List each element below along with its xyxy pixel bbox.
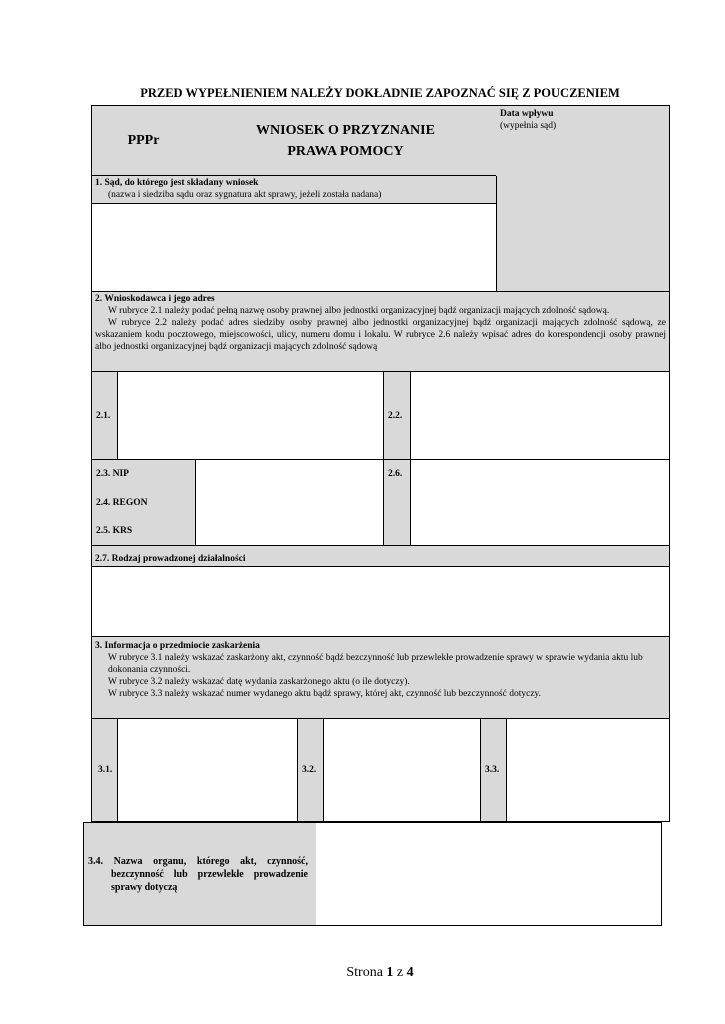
field-3-2-input[interactable] [323, 719, 481, 822]
section-3-header [91, 637, 670, 719]
field-2-1-input[interactable] [117, 372, 384, 460]
field-2-2-label: 2.2. [383, 372, 411, 460]
field-2-2-input[interactable] [410, 372, 670, 460]
krs-input[interactable] [195, 517, 384, 546]
section-2-header [91, 292, 670, 372]
page-footer-of: z [396, 965, 404, 980]
form-title-line2: PRAWA POMOCY [287, 143, 404, 159]
field-3-1-label: 3.1. [91, 719, 118, 822]
date-received-label: Data wpływu [500, 109, 554, 119]
regon-input[interactable] [195, 488, 384, 518]
field-3-3-input[interactable] [506, 719, 670, 822]
section-1-note: (nazwa i siedziba sądu oraz sygnatura akt sprawy, jeżeli została nadana) [108, 190, 382, 200]
page-total: 4 [406, 965, 414, 980]
field-2-6-label-cell [383, 460, 411, 546]
authority-name-input[interactable] [316, 822, 662, 926]
section-2-instr-2: W rubryce 2.2 należy podać adres siedziby osoby prawnej albo jednostki organizacyjnej bądź organizacji mających zdolność sądową, ze wskazaniem kodu pocztowego, miejscowości, ulicy, numeru domu i lokalu. W rubryce 2.6 należy wpisać adres do korespondencji osoby prawnej albo jednostki organizacyjnej bądź organizacji mających zdolność sądową [95, 318, 666, 352]
court-field[interactable] [91, 204, 497, 292]
section-3-instr-2: W rubryce 3.2 należy wskazać datę wydania zaskarżonego aktu (o ile dotyczy). [108, 677, 410, 687]
form-title-line1: WNIOSEK O PRZYZNANIE [256, 122, 435, 138]
field-3-1-input[interactable] [117, 719, 298, 822]
form-title-cell [195, 105, 497, 176]
section-3-instr-1: W rubryce 3.1 należy wskazać zaskarżony akt, czynność bądź bezczynność lub przewlekłe prowadzenie sprawy w sprawie wydania aktu lub dokonania czynności. [108, 653, 643, 675]
field-3-4-label: 3.4. Nazwa organu, którego akt, czynność, bezczynność lub przewlekłe prowadzenie sprawy dotyczą [88, 855, 308, 893]
correspondence-address-input[interactable] [410, 460, 670, 546]
field-2-7-header [91, 546, 670, 567]
section-3-instr-3: W rubryce 3.3 należy wskazać numer wydanego aktu bądź sprawy, której akt, czynność lub bezczynność dotyczy. [108, 689, 542, 699]
field-2-7-label: 2.7. Rodzaj prowadzonej działalności [95, 554, 246, 564]
section-1-header [91, 176, 497, 204]
section-2-instr-1: W rubryce 2.1 należy podać pełną nazwę osoby prawnej albo jednostki organizacyjnej bądź organizacji mających zdolność sądową. [108, 306, 610, 316]
field-2-3-label: 2.3. NIP [91, 460, 196, 489]
section-1-label: 1. Sąd, do którego jest składany wniosek [95, 178, 259, 188]
field-2-5-label: 2.5. KRS [91, 517, 196, 546]
field-2-1-label: 2.1. [91, 372, 118, 460]
field-3-3-label: 3.3. [480, 719, 507, 822]
date-received-cell [496, 105, 670, 292]
page-footer-prefix: Strona [346, 965, 383, 980]
date-received-note: (wypełnia sąd) [500, 121, 557, 131]
field-3-2-label: 3.2. [297, 719, 324, 822]
page-number: 1 [386, 965, 394, 980]
nip-input[interactable] [195, 460, 384, 489]
form-code: PPPr [127, 132, 160, 148]
form-notice: PRZED WYPEŁNIENIEM NALEŻY DOKŁADNIE ZAPOZNAĆ SIĘ Z POUCZENIEM [140, 86, 620, 100]
form-code-cell [91, 105, 196, 176]
section-3-label: 3. Informacja o przedmiocie zaskarżenia [95, 641, 260, 651]
field-3-4-label-cell [83, 822, 317, 926]
section-2-label: 2. Wnioskodawca i jego adres [95, 294, 215, 304]
field-2-6-label: 2.6. [388, 469, 403, 479]
field-2-4-label: 2.4. REGON [91, 488, 196, 518]
page-footer [300, 964, 460, 981]
activity-type-input[interactable] [91, 567, 670, 637]
